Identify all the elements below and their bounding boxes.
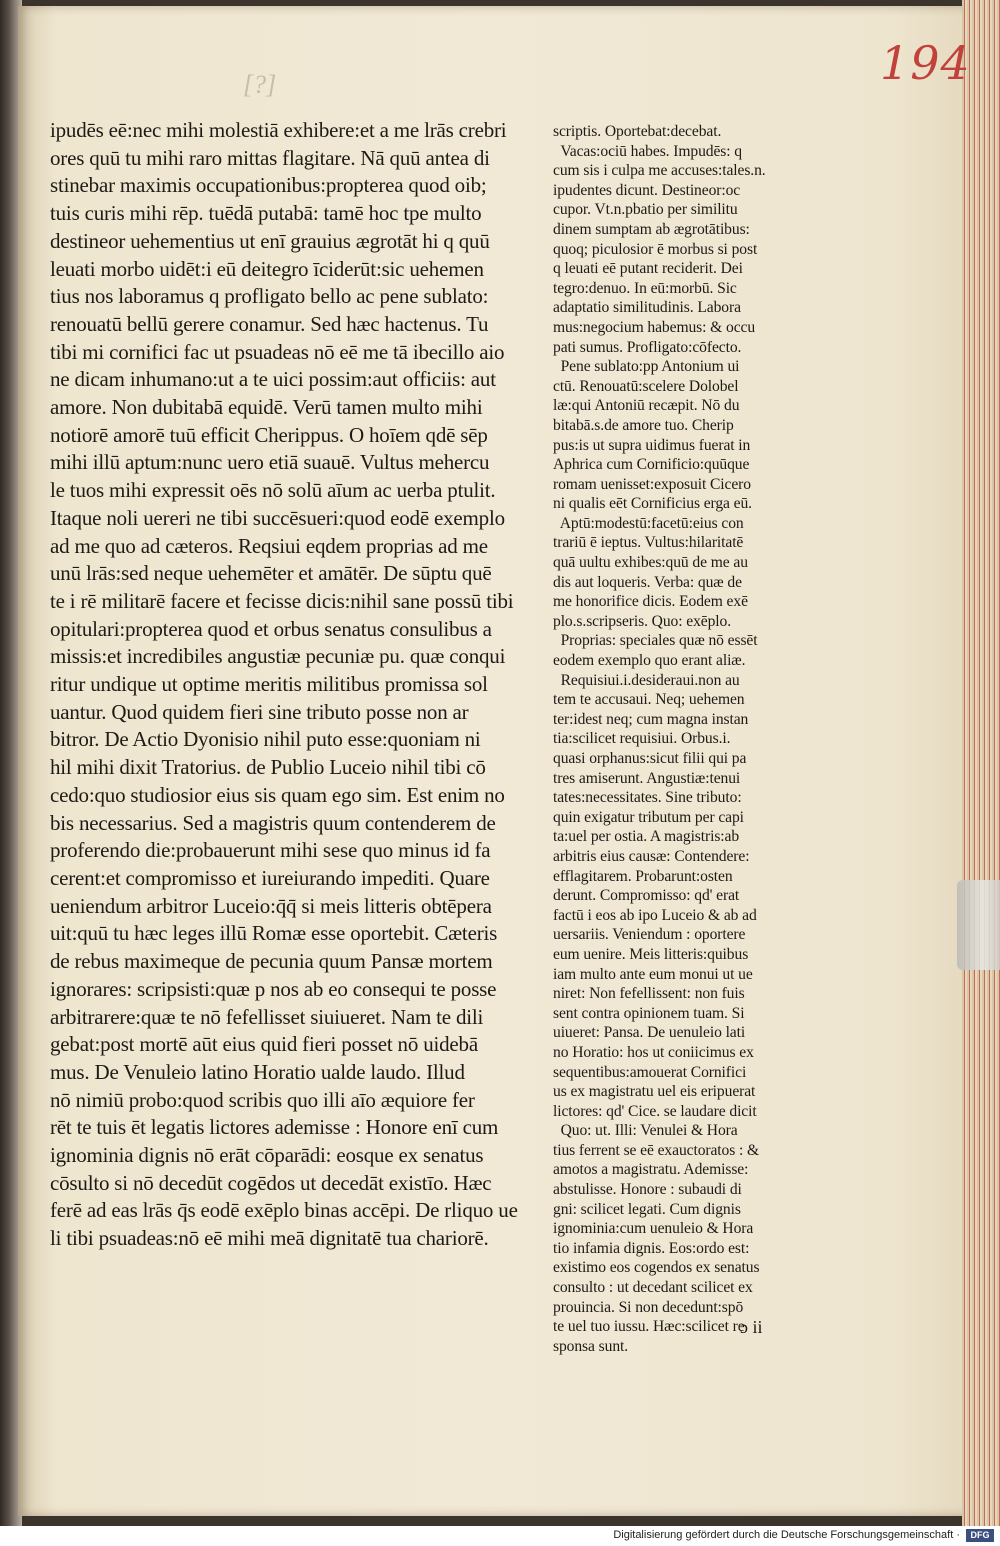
main-text-line: cedo:quo studiosior eius sis quam ego sim. Est enim no xyxy=(50,782,505,807)
commentary-line: quoq; piculosior ē morbus si post xyxy=(553,240,758,258)
commentary-line: us ex magistratu uel eis eripuerat xyxy=(553,1083,756,1101)
commentary-line: pus:is ut supra uidimus fuerat in xyxy=(553,436,751,454)
main-text-line: unū lrās:sed neque uehemēter et amātēr. De sūptu quē xyxy=(50,561,492,586)
commentary-line: ipudentes dicunt. Destineor:oc xyxy=(553,181,741,199)
folio-number: 194 xyxy=(880,36,971,90)
main-text-line: bis necessarius. Sed a magistris quum contenderem de xyxy=(50,810,496,835)
commentary-line: sponsa sunt. xyxy=(553,1337,629,1355)
commentary-line: scriptis. Oportebat:decebat. xyxy=(553,123,722,140)
main-text-line: uit:quū tu hæc leges illū Romæ esse oportebit. Cæteris xyxy=(50,921,498,946)
commentary-line: existimo eos cogendos ex senatus xyxy=(553,1259,760,1277)
commentary-line: cum sis i culpa me accuses:tales.n. xyxy=(553,162,766,180)
commentary-line: tegro:denuo. In eū:morbū. Sic xyxy=(553,279,737,297)
commentary-line: tio infamia dignis. Eos:ordo est: xyxy=(553,1239,750,1257)
commentary-line: tius ferrent se eē exauctoratos : & xyxy=(553,1141,760,1159)
commentary-line: ta:uel per ostia. A magistris:ab xyxy=(553,828,740,846)
main-text-line: ritur undique ut optime meritis militibus promissa sol xyxy=(50,672,488,697)
commentary-line: iam multo ante eum monui ut ue xyxy=(553,965,753,983)
commentary-line: ctū. Renouatū:scelere Dolobel xyxy=(553,377,739,395)
commentary-line: eodem exemplo quo erant aliæ. xyxy=(553,652,746,670)
commentary-line: quasi orphanus:sicut filii qui pa xyxy=(553,750,747,767)
main-text-line: tibi mi cornifici fac ut psuadeas nō eē me tā ibecillo aio xyxy=(50,339,505,364)
commentary-line: amotos a magistratu. Ademisse: xyxy=(553,1161,749,1179)
commentary-line: q leuati eē putant reciderit. Dei xyxy=(553,260,743,278)
main-text-line: mus. De Venuleio latino Horatio ualde laudo. Illud xyxy=(50,1059,465,1084)
commentary-line: derunt. Compromisso: qd' erat xyxy=(553,887,740,905)
main-text-line: le tuos mihi expressit oēs nō solū aīum ac uerba ptulit. xyxy=(50,478,496,503)
main-text-line: uantur. Quod quidem fieri sine tributo posse non ar xyxy=(50,699,469,724)
commentary-line: cupor. Vt.n.pbatio per similitu xyxy=(553,201,738,219)
page-edges-red xyxy=(962,0,1000,1526)
main-text-line: amore. Non dubitabā equidē. Verū tamen multo mihi xyxy=(50,395,483,420)
commentary-line: adaptatio similitudinis. Labora xyxy=(553,299,741,317)
main-text-line: cerent:et compromisso et iureiurando impediti. Quare xyxy=(50,865,490,890)
main-text-line: renouatū bellū gerere conamur. Sed hæc hactenus. Tu xyxy=(50,311,489,336)
commentary-line: eum uenire. Meis litteris:quibus xyxy=(553,945,749,963)
commentary-line: Vacas:ociū habes. Impudēs: q xyxy=(553,142,742,160)
main-text-line: stinebar maximis occupationibus:propterea quod oib; xyxy=(50,173,487,198)
page-clip xyxy=(957,880,1000,970)
commentary-line: sent contra opinionem tuam. Si xyxy=(553,1004,745,1022)
main-text-line: hil mihi dixit Tratorius. de Publio Luceio nihil tibi cō xyxy=(50,755,486,780)
main-text-line: ores quū tu mihi raro mittas flagitare. Nā quū antea di xyxy=(50,145,490,170)
commentary-line: tres amiserunt. Angustiæ:tenui xyxy=(553,769,741,787)
main-text-line: ueniendum arbitror Luceio:q̄q̄ si meis litteris obtēpera xyxy=(50,893,492,918)
main-text-line: destineor uehementius ut enī grauius ægrotāt hi q quū xyxy=(50,228,490,253)
commentary-line: trariū ē ieptus. Vultus:hilaritatē xyxy=(553,534,744,552)
commentary-line: plo.s.scripseris. Quo: exēplo. xyxy=(553,612,732,630)
commentary-line: niret: Non fefellissent: non fuis xyxy=(553,985,745,1003)
commentary-line: lictores: qd' Cice. se laudare dicit xyxy=(553,1102,757,1120)
main-text-line: ignorares: scripsisti:quæ p nos ab eo consequi te posse xyxy=(50,976,497,1001)
main-text-column xyxy=(50,117,530,1253)
commentary-line: læ:qui Antoniū recæpit. Nō du xyxy=(553,397,740,415)
main-text-line: rēt te tuis ēt legatis lictores ademisse : Honore enī cum xyxy=(50,1115,499,1140)
commentary-line: arbitris eius causæ: Contendere: xyxy=(553,847,750,865)
commentary-line: pati sumus. Profligato:cōfecto. xyxy=(553,338,742,356)
commentary-line: dis aut loqueris. Verba: quæ de xyxy=(553,573,742,591)
main-text-line: ignominia dignis nō erāt cōparādi: eosque ex senatus xyxy=(50,1143,484,1168)
main-text-line: li tibi psuadeas:nō eē mihi meā dignitatē tua chariorē. xyxy=(50,1226,489,1251)
main-text-line: mihi illū aptum:nunc uero etiā suauē. Vultus mehercu xyxy=(50,450,490,475)
faint-annotation: [?] xyxy=(243,70,277,99)
commentary-line: Aphrica cum Cornificio:quūque xyxy=(553,456,750,474)
main-text-line: opitulari:propterea quod et orbus senatus consulibus a xyxy=(50,616,492,641)
main-text-line: ipudēs eē:nec mihi molestiā exhibere:et a me lrās crebri xyxy=(50,118,507,142)
main-text-line: notiorē amorē tuū efficit Cherippus. O hoīem qdē sēp xyxy=(50,422,488,447)
commentary-line: consulto : ut decedant scilicet ex xyxy=(553,1279,753,1297)
footer-bar xyxy=(0,1526,1000,1546)
commentary-column xyxy=(553,122,825,1356)
commentary-line: no Horatio: hos ut coniicimus ex xyxy=(553,1043,754,1061)
commentary-line: me honorifice dicis. Eodem exē xyxy=(553,593,748,611)
main-text-line: bitror. De Actio Dyonisio nihil puto esse:quoniam ni xyxy=(50,727,481,752)
commentary-line: Requisiui.i.desideraui.non au xyxy=(553,671,740,689)
commentary-line: sequentibus:amouerat Cornifici xyxy=(553,1063,747,1081)
main-text-line: ad me quo ad cæteros. Reqsiui eqdem proprias ad me xyxy=(50,533,488,558)
main-text-line: Itaque noli uereri ne tibi succēsueri:quod eodē exemplo xyxy=(50,505,505,530)
main-text-line: cōsulto si nō decedūt cogēdos ut decedāt existīo. Hæc xyxy=(50,1170,492,1195)
main-text-line: tuis curis mihi rēp. tuēdā putabā: tamē hoc tpe multo xyxy=(50,201,482,226)
commentary-line: tem te accusaui. Neq; uehemen xyxy=(553,691,745,709)
commentary-line: te uel tuo iussu. Hæc:scilicet re xyxy=(553,1318,745,1336)
main-text-line: gebat:post mortē aūt eius quid fieri posset nō uidebā xyxy=(50,1032,478,1057)
commentary-line: mus:negocium habemus: & occu xyxy=(553,318,756,336)
main-text-line: missis:et incredibiles angustiæ pecuniæ pu. quæ conqui xyxy=(50,644,506,669)
commentary-line: efflagitarem. Probarunt:osten xyxy=(553,867,733,885)
commentary-line: quin exigatur tributum per capi xyxy=(553,808,744,826)
signature-mark: ɔ ii xyxy=(740,1317,763,1337)
commentary-line: ignominia:cum uenuleio & Hora xyxy=(553,1220,754,1238)
main-text-line: ferē ad eas lrās q̄s eodē exēplo binas accēpi. De rliquo ue xyxy=(50,1198,518,1223)
commentary-line: quā uultu exhibes:quū de me au xyxy=(553,554,748,572)
commentary-line: gni: scilicet legati. Cum dignis xyxy=(553,1200,741,1218)
commentary-line: dinem sumptam ab ægrotātibus: xyxy=(553,220,750,238)
commentary-line: abstulisse. Honore : subaudi di xyxy=(553,1181,742,1199)
main-text-line: arbitrarere:quæ te nō fefellisset siuiueret. Nam te dili xyxy=(50,1004,484,1029)
commentary-line: ni qualis eēt Cornificius erga eū. xyxy=(553,495,752,513)
footer-credit: Digitalisierung gefördert durch die Deutsche Forschungsgemeinschaft · xyxy=(613,1529,960,1541)
commentary-line: tates:necessitates. Sine tributo: xyxy=(553,789,742,807)
main-text-line: ne dicam inhumano:ut a te uici possim:aut officiis: aut xyxy=(50,367,496,392)
main-text-line: te i rē militarē facere et fecisse dicis:nihil sane possū tibi xyxy=(50,588,514,613)
main-text-line: tius nos laboramus q profligato bello ac pene sublato: xyxy=(50,284,489,309)
commentary-line: romam uenisset:exposuit Cicero xyxy=(553,475,751,493)
commentary-line: uiueret: Pansa. De uenuleio lati xyxy=(553,1024,746,1042)
commentary-line: tia:scilicet requisiui. Orbus.i. xyxy=(553,730,731,748)
commentary-line: factū i eos ab ipo Luceio & ab ad xyxy=(553,906,757,924)
main-text-line: leuati morbo uidēt:i eū deitegro īciderūt:sic uehemen xyxy=(50,256,484,281)
commentary-line: bitabā.s.de amore tuo. Cherip xyxy=(553,416,734,434)
commentary-line: Quo: ut. Illi: Venulei & Hora xyxy=(553,1122,738,1140)
commentary-line: ter:idest neq; cum magna instan xyxy=(553,710,749,728)
commentary-line: uersariis. Veniendum : oportere xyxy=(553,926,746,944)
main-text-line: de rebus maximeque de pecunia quum Pansæ mortem xyxy=(50,949,493,974)
main-text-line: nō nimiū probo:quod scribis quo illi aīo æquiore fer xyxy=(50,1087,475,1112)
commentary-line: Proprias: speciales quæ nō essēt xyxy=(553,632,758,650)
commentary-line: Pene sublato:pp Antonium ui xyxy=(553,358,740,376)
dfg-logo: DFG xyxy=(966,1529,994,1542)
commentary-line: prouincia. Si non decedunt:spō xyxy=(553,1298,744,1316)
commentary-line: Aptū:modestū:facetū:eius con xyxy=(553,514,744,532)
main-text-line: proferendo die:probauerunt mihi sese quo minus id fa xyxy=(50,838,491,863)
